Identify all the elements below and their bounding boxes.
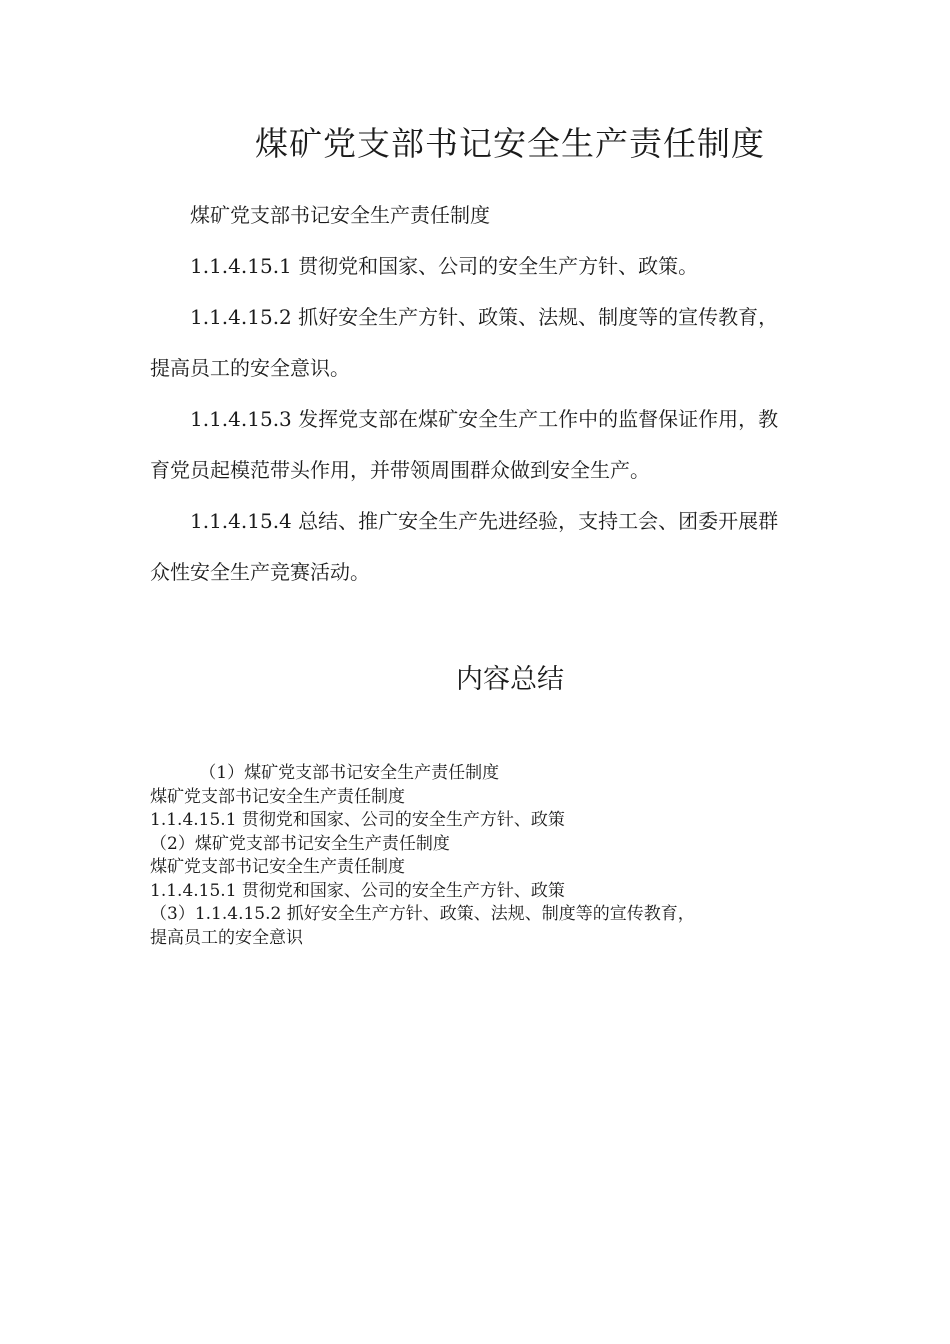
paragraph: 1.1.4.15.2 抓好安全生产方针、政策、法规、制度等的宣传教育，提高员工的安全意识。	[150, 305, 779, 380]
summary-line: 1.1.4.15.1 贯彻党和国家、公司的安全生产方针、政策	[150, 880, 565, 901]
summary-line: 煤矿党支部书记安全生产责任制度	[150, 786, 405, 807]
paragraph: 1.1.4.15.1 贯彻党和国家、公司的安全生产方针、政策。	[190, 254, 699, 278]
paragraph: 1.1.4.15.4 总结、推广安全生产先进经验，支持工会、团委开展群众性安全生产竞赛活动。	[150, 509, 779, 584]
summary-line: （2）煤矿党支部书记安全生产责任制度	[150, 833, 450, 854]
summary-line: 1.1.4.15.1 贯彻党和国家、公司的安全生产方针、政策	[150, 810, 565, 830]
summary-title: 内容总结	[456, 664, 564, 695]
summary-line: （3）1.1.4.15.2 抓好安全生产方针、政策、法规、制度等的宣传教育，	[150, 904, 695, 924]
summary-line: 提高员工的安全意识	[150, 927, 303, 948]
paragraph: 煤矿党支部书记安全生产责任制度	[190, 203, 490, 227]
paragraph: 1.1.4.15.3 发挥党支部在煤矿安全生产工作中的监督保证作用，教育党员起模范带头作用，并带领周围群众做到安全生产。	[150, 407, 779, 482]
summary-line: 煤矿党支部书记安全生产责任制度	[150, 857, 405, 877]
summary-line: （1）煤矿党支部书记安全生产责任制度	[199, 763, 500, 783]
document-title: 煤矿党支部书记安全生产责任制度	[255, 124, 765, 163]
document-body	[150, 190, 790, 598]
summary-section	[150, 762, 800, 950]
